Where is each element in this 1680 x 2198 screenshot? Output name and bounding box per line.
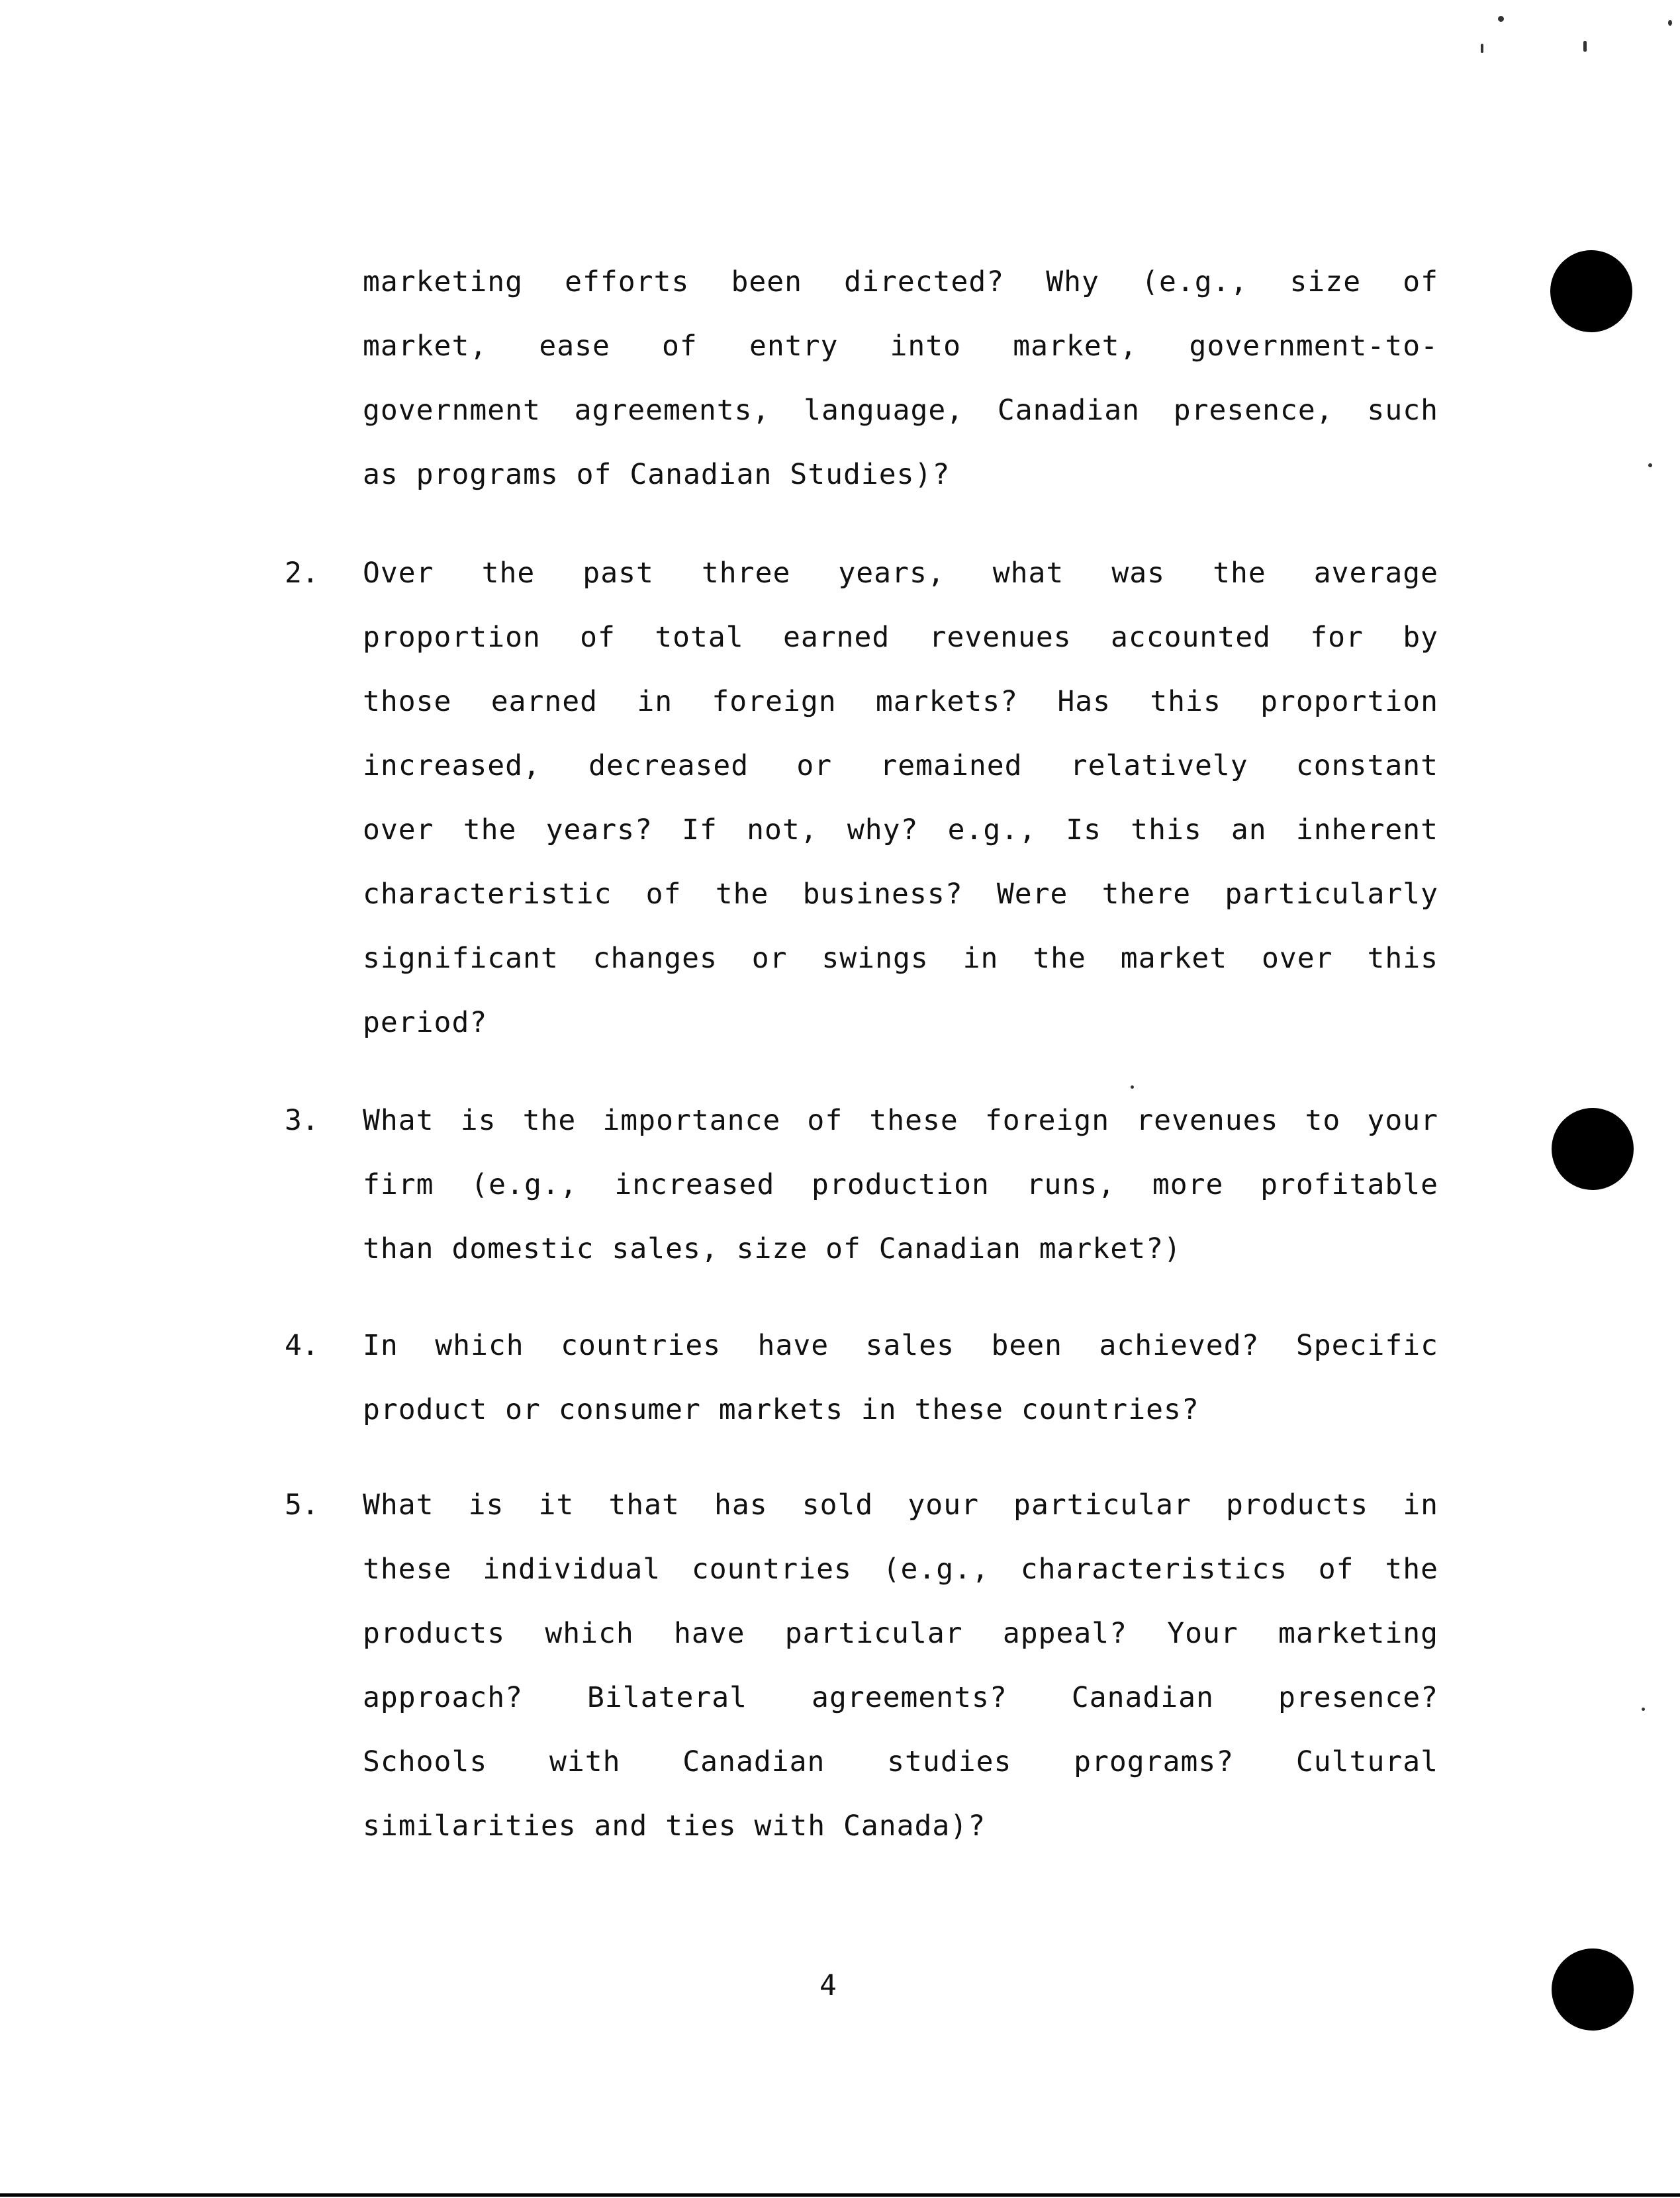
text-line: as programs of Canadian Studies)? [363,458,951,491]
text-line: these individual countries (e.g., characteristics of the [363,1553,1438,1586]
text-line: over the years? If not, why? e.g., Is this an inherent [363,813,1438,847]
scan-speck [1131,1085,1134,1089]
question-number: 3. [285,1104,319,1137]
text-line: approach? Bilateral agreements? Canadian presence? [363,1681,1438,1714]
text-line: proportion of total earned revenues accounted for by [363,621,1438,654]
punch-hole-top [1550,250,1632,332]
text-line: In which countries have sales been achieved? Specific [363,1329,1438,1362]
scan-speck [1583,41,1587,52]
text-line: than domestic sales, size of Canadian market?) [363,1232,1182,1265]
scan-speck [1648,463,1652,467]
punch-hole-bottom [1552,1948,1634,2031]
text-line: What is it that has sold your particular products in [363,1488,1438,1522]
text-line: firm (e.g., increased production runs, more profitable [363,1168,1438,1201]
text-line: significant changes or swings in the market over this [363,942,1438,975]
punch-hole-middle [1552,1108,1634,1190]
page-number: 4 [819,1969,837,2002]
text-line: Over the past three years, what was the average [363,557,1438,590]
scan-speck [1642,1708,1645,1711]
text-line: What is the importance of these foreign revenues to your [363,1104,1438,1137]
page-bottom-border [0,2193,1680,2197]
scan-speck [1498,16,1504,22]
text-line: Schools with Canadian studies programs? Cultural [363,1745,1438,1778]
text-line: product or consumer markets in these countries? [363,1393,1199,1426]
question-number: 4. [285,1329,319,1362]
scan-speck [1481,44,1483,53]
text-line: similarities and ties with Canada)? [363,1809,986,1843]
text-line: market, ease of entry into market, government-to- [363,330,1438,363]
text-line: characteristic of the business? Were there particularly [363,878,1438,911]
question-number: 5. [285,1488,319,1522]
scan-speck [1668,20,1672,26]
question-number: 2. [285,557,319,590]
text-line: increased, decreased or remained relatively constant [363,749,1438,782]
text-line: products which have particular appeal? Your marketing [363,1617,1438,1650]
text-line: those earned in foreign markets? Has this proportion [363,685,1438,718]
text-line: government agreements, language, Canadian presence, such [363,394,1438,427]
text-line: marketing efforts been directed? Why (e.g., size of [363,265,1438,298]
text-line: period? [363,1006,488,1039]
